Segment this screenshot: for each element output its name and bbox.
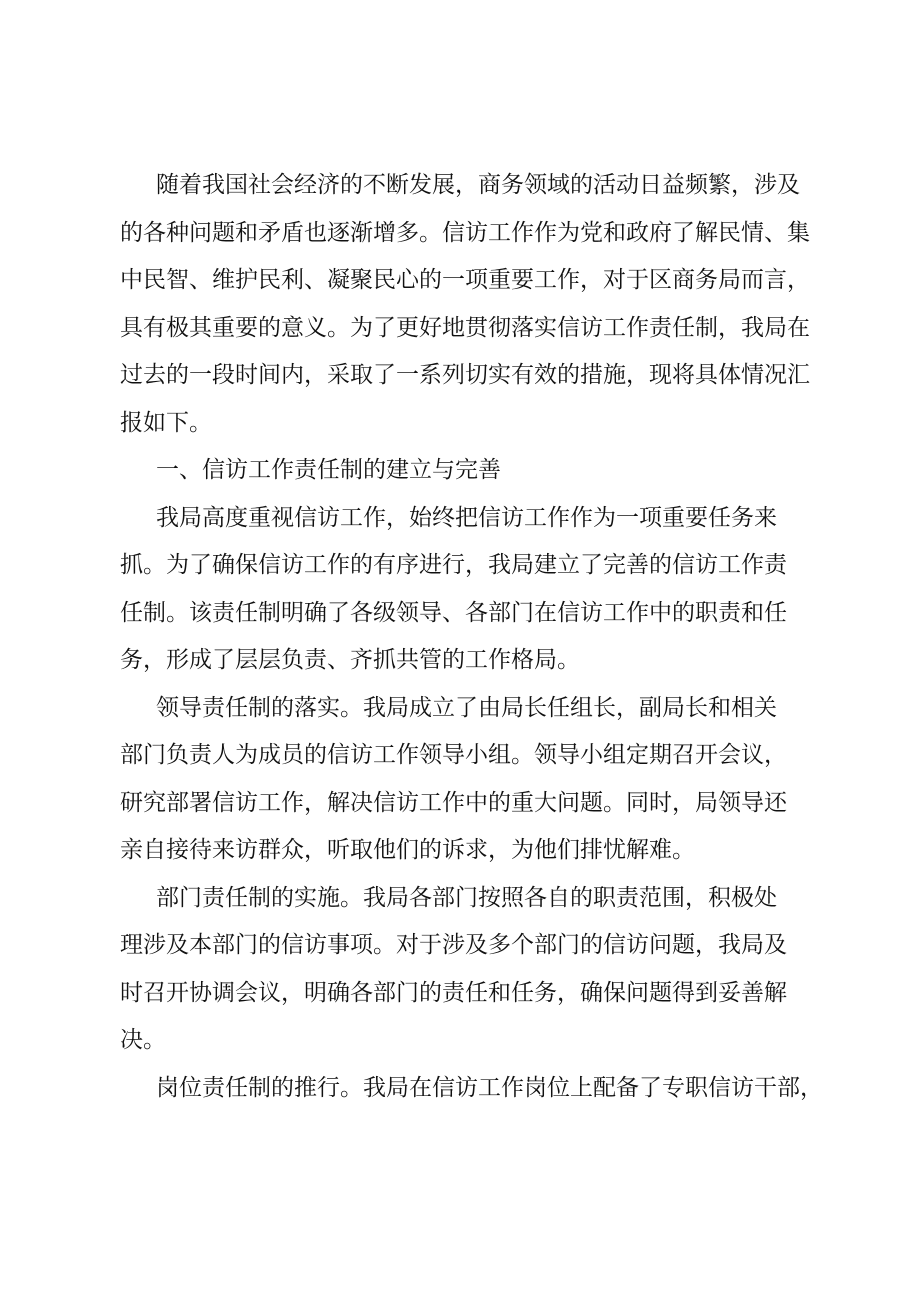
paragraph-leadership-line-1: 领导责任制的落实。我局成立了由局长任组长，副局长和相关 bbox=[156, 694, 777, 721]
paragraph-leadership-line-2: 部门负责人为成员的信访工作领导小组。领导小组定期召开会议， bbox=[120, 742, 787, 768]
paragraph-position-line-1: 岗位责任制的推行。我局在信访工作岗位上配备了专职信访干部， bbox=[156, 1074, 823, 1101]
paragraph-department-line-4: 决。 bbox=[120, 1027, 166, 1053]
paragraph-department-line-1: 部门责任制的实施。我局各部门按照各自的职责范围，积极处 bbox=[156, 884, 777, 911]
paragraph-overview-line-3: 任制。该责任制明确了各级领导、各部门在信访工作中的职责和任 bbox=[120, 599, 787, 626]
paragraph-overview-line-2: 抓。为了确保信访工作的有序进行，我局建立了完善的信访工作责 bbox=[120, 552, 787, 578]
paragraph-department-line-2: 理涉及本部门的信访事项。对于涉及多个部门的信访问题，我局及 bbox=[120, 932, 787, 958]
paragraph-department-line-3: 时召开协调会议，明确各部门的责任和任务，确保问题得到妥善解 bbox=[120, 979, 787, 1006]
paragraph-leadership-line-4: 亲自接待来访群众，听取他们的诉求，为他们排忧解难。 bbox=[120, 837, 695, 863]
paragraph-overview-line-1: 我局高度重视信访工作，始终把信访工作作为一项重要任务来 bbox=[156, 504, 777, 531]
document-body bbox=[120, 162, 823, 1112]
paragraph-intro-line-2: 的各种问题和矛盾也逐渐增多。信访工作作为党和政府了解民情、集 bbox=[120, 219, 810, 246]
paragraph-leadership-line-3: 研究部署信访工作，解决信访工作中的重大问题。同时，局领导还 bbox=[120, 789, 787, 816]
paragraph-intro-line-5: 过去的一段时间内，采取了一系列切实有效的措施，现将具体情况汇 bbox=[120, 362, 810, 388]
paragraph-intro-line-3: 中民智、维护民利、凝聚民心的一项重要工作，对于区商务局而言， bbox=[120, 267, 810, 293]
paragraph-intro-line-4: 具有极其重要的意义。为了更好地贯彻落实信访工作责任制，我局在 bbox=[120, 314, 810, 341]
paragraph-overview-line-4: 务，形成了层层负责、齐抓共管的工作格局。 bbox=[120, 647, 580, 673]
section-heading: 一、信访工作责任制的建立与完善 bbox=[156, 457, 501, 483]
paragraph-intro-line-6: 报如下。 bbox=[120, 409, 212, 436]
paragraph-intro-line-1: 随着我国社会经济的不断发展，商务领域的活动日益频繁，涉及 bbox=[156, 172, 800, 198]
